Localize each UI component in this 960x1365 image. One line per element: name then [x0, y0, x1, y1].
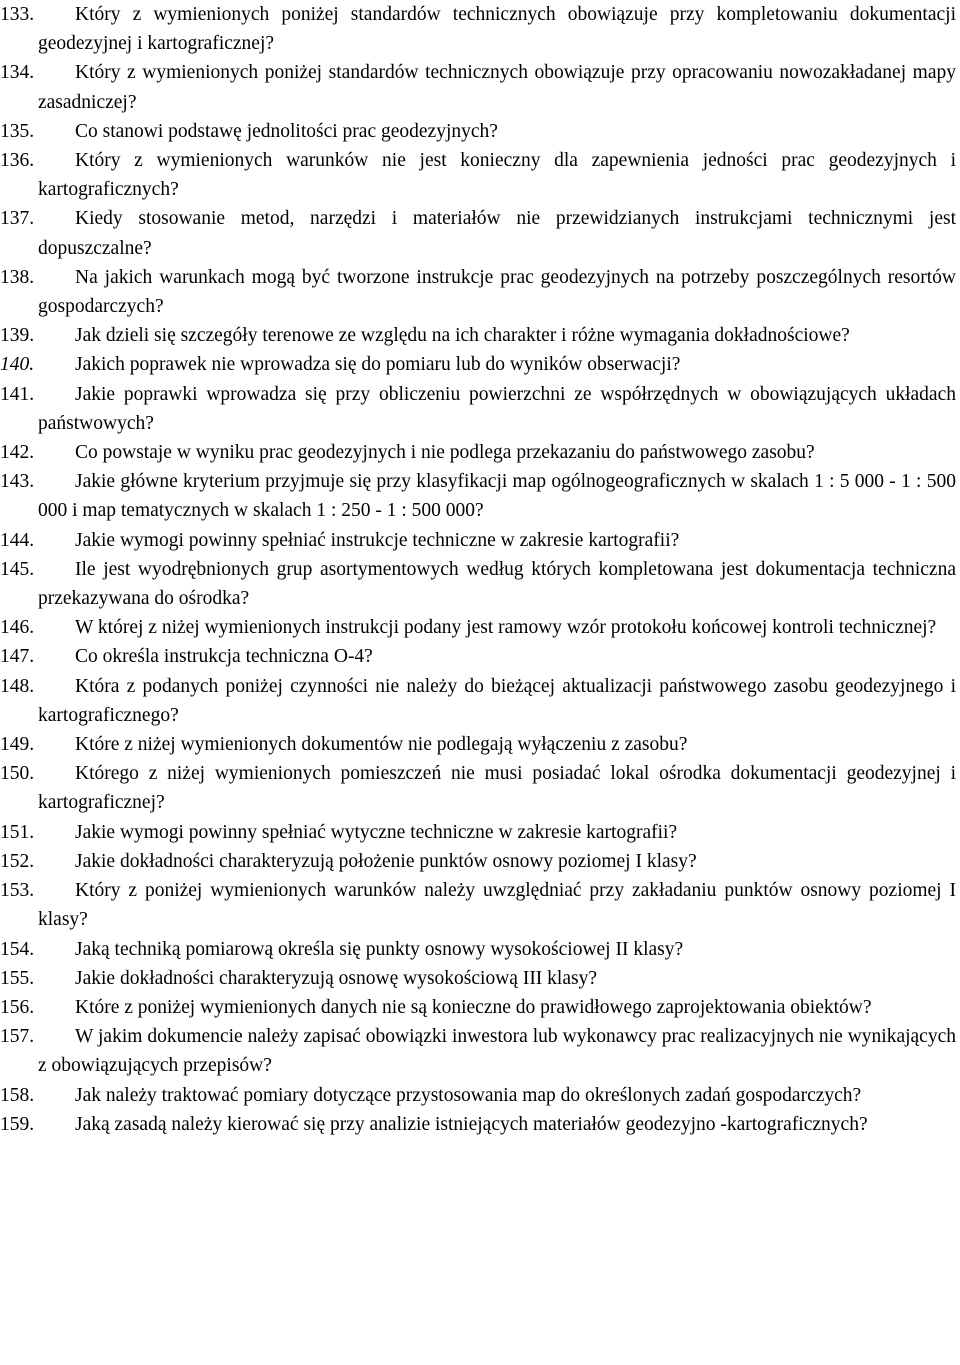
question-number: 159. [0, 1113, 35, 1135]
question-number: 144. [0, 529, 35, 551]
question-number: 138. [0, 266, 35, 288]
question-item [0, 964, 956, 993]
question-number: 148. [0, 675, 35, 697]
question-number: 150. [0, 763, 35, 785]
question-number: 141. [0, 383, 35, 405]
question-item [0, 380, 956, 438]
question-item [0, 58, 956, 116]
question-text: Jakie wymogi powinny spełniać wytyczne techniczne w zakresie kartografii? [75, 821, 678, 843]
question-item [0, 935, 956, 964]
question-item [0, 1022, 956, 1080]
question-item [0, 350, 956, 379]
question-item [0, 438, 956, 467]
question-item [0, 263, 956, 321]
question-number: 153. [0, 880, 35, 902]
question-text: Który z wymienionych poniżej standardów technicznych obowiązuje przy kompletowaniu dokumentacji geodezyjnej i kartograficznej? [38, 4, 956, 55]
question-text: Które z poniżej wymienionych danych nie są konieczne do prawidłowego zaprojektowania obiektów? [75, 996, 872, 1018]
question-text: Która z podanych poniżej czynności nie należy do bieżącej aktualizacji państwowego zasobu geodezyjnego i kartograficznego? [38, 675, 956, 726]
question-text: Jaką techniką pomiarową określa się punkty osnowy wysokościowej II klasy? [75, 938, 684, 960]
question-text: Jakie dokładności charakteryzują położenie punktów osnowy poziomej I klasy? [75, 850, 697, 872]
question-text: Który z wymienionych warunków nie jest konieczny dla zapewnienia jedności prac geodezyjnych i kartograficznych? [38, 150, 956, 201]
question-text: Co powstaje w wyniku prac geodezyjnych i nie podlega przekazaniu do państwowego zasobu? [75, 442, 815, 464]
question-text: Które z niżej wymienionych dokumentów nie podlegają wyłączeniu z zasobu? [75, 734, 688, 756]
question-text: Jakie dokładności charakteryzują osnowę wysokościową III klasy? [75, 967, 597, 989]
question-number: 146. [0, 617, 35, 639]
question-text: Którego z niżej wymienionych pomieszczeń nie musi posiadać lokal ośrodka dokumentacji geodezyjnej i kartograficznej? [38, 763, 956, 814]
question-text: Który z poniżej wymienionych warunków należy uwzględniać przy zakładaniu punktów osnowy poziomej I klasy? [38, 880, 956, 931]
question-number: 158. [0, 1084, 35, 1106]
question-item [0, 0, 956, 58]
question-number: 147. [0, 646, 35, 668]
question-text: Jakie główne kryterium przyjmuje się przy klasyfikacji map ogólnogeograficznych w skalach 1 : 5 000 - 1 : 500 000 i map tematycznych w skalach 1 : 250 - 1 : 500 000? [38, 471, 956, 522]
question-item [0, 993, 956, 1022]
question-item [0, 526, 956, 555]
question-item [0, 818, 956, 847]
question-text: Jak dzieli się szczegóły terenowe ze względu na ich charakter i różne wymagania dokładnościowe? [75, 325, 850, 347]
question-number: 134. [0, 62, 35, 84]
question-text: Co określa instrukcja techniczna O-4? [75, 646, 373, 668]
question-item [0, 204, 956, 262]
question-item [0, 467, 956, 525]
question-item [0, 642, 956, 671]
question-text: Ile jest wyodrębnionych grup asortymentowych według których kompletowana jest dokumentacja techniczna przekazywana do ośrodka? [38, 558, 956, 610]
question-text: Jaką zasadą należy kierować się przy analizie istniejących materiałów geodezyjno -kartograficznych? [75, 1113, 868, 1135]
question-text: Jakie wymogi powinny spełniać instrukcje techniczne w zakresie kartografii? [75, 529, 680, 551]
question-text: Jakie poprawki wprowadza się przy obliczeniu powierzchni ze współrzędnych w obowiązujących układach państwowych? [38, 383, 956, 434]
question-item [0, 672, 956, 730]
question-item [0, 876, 956, 934]
question-number: 133. [0, 4, 35, 25]
question-item [0, 146, 956, 204]
question-number: 137. [0, 208, 35, 230]
question-item [0, 321, 956, 350]
question-text: Kiedy stosowanie metod, narzędzi i materiałów nie przewidzianych instrukcjami technicznymi jest dopuszczalne? [38, 208, 956, 259]
question-item [0, 1110, 956, 1139]
question-item [0, 847, 956, 876]
question-text: Jak należy traktować pomiary dotyczące przystosowania map do określonych zadań gospodarczych? [75, 1084, 862, 1106]
question-text: Na jakich warunkach mogą być tworzone instrukcje prac geodezyjnych na potrzeby poszczególnych resortów gospodarczych? [38, 266, 956, 318]
question-number: 157. [0, 1026, 35, 1048]
question-number: 156. [0, 996, 35, 1018]
question-item [0, 759, 956, 817]
question-item [0, 1081, 956, 1110]
question-text: Jakich poprawek nie wprowadza się do pomiaru lub do wyników obserwacji? [75, 354, 681, 376]
question-number: 145. [0, 558, 35, 580]
question-number: 149. [0, 734, 35, 756]
question-text: W jakim dokumencie należy zapisać obowiązki inwestora lub wykonawcy prac realizacyjnych nie wynikających z obowiązujących przepisów? [38, 1026, 956, 1077]
question-number: 152. [0, 850, 35, 872]
question-item [0, 613, 956, 642]
question-number: 142. [0, 442, 35, 464]
question-number: 151. [0, 821, 35, 843]
question-text: W której z niżej wymienionych instrukcji podany jest ramowy wzór protokołu końcowej kontroli technicznej? [75, 617, 937, 639]
question-item [0, 555, 956, 613]
question-item [0, 117, 956, 146]
question-number: 136. [0, 150, 35, 172]
question-number: 140. [0, 354, 35, 376]
question-number: 154. [0, 938, 35, 960]
question-number: 139. [0, 325, 35, 347]
question-number: 155. [0, 967, 35, 989]
question-number: 143. [0, 471, 35, 493]
question-text: Który z wymienionych poniżej standardów technicznych obowiązuje przy opracowaniu nowozakładanej mapy zasadniczej? [38, 62, 956, 113]
question-number: 135. [0, 120, 35, 142]
question-item [0, 730, 956, 759]
question-text: Co stanowi podstawę jednolitości prac geodezyjnych? [75, 120, 498, 142]
